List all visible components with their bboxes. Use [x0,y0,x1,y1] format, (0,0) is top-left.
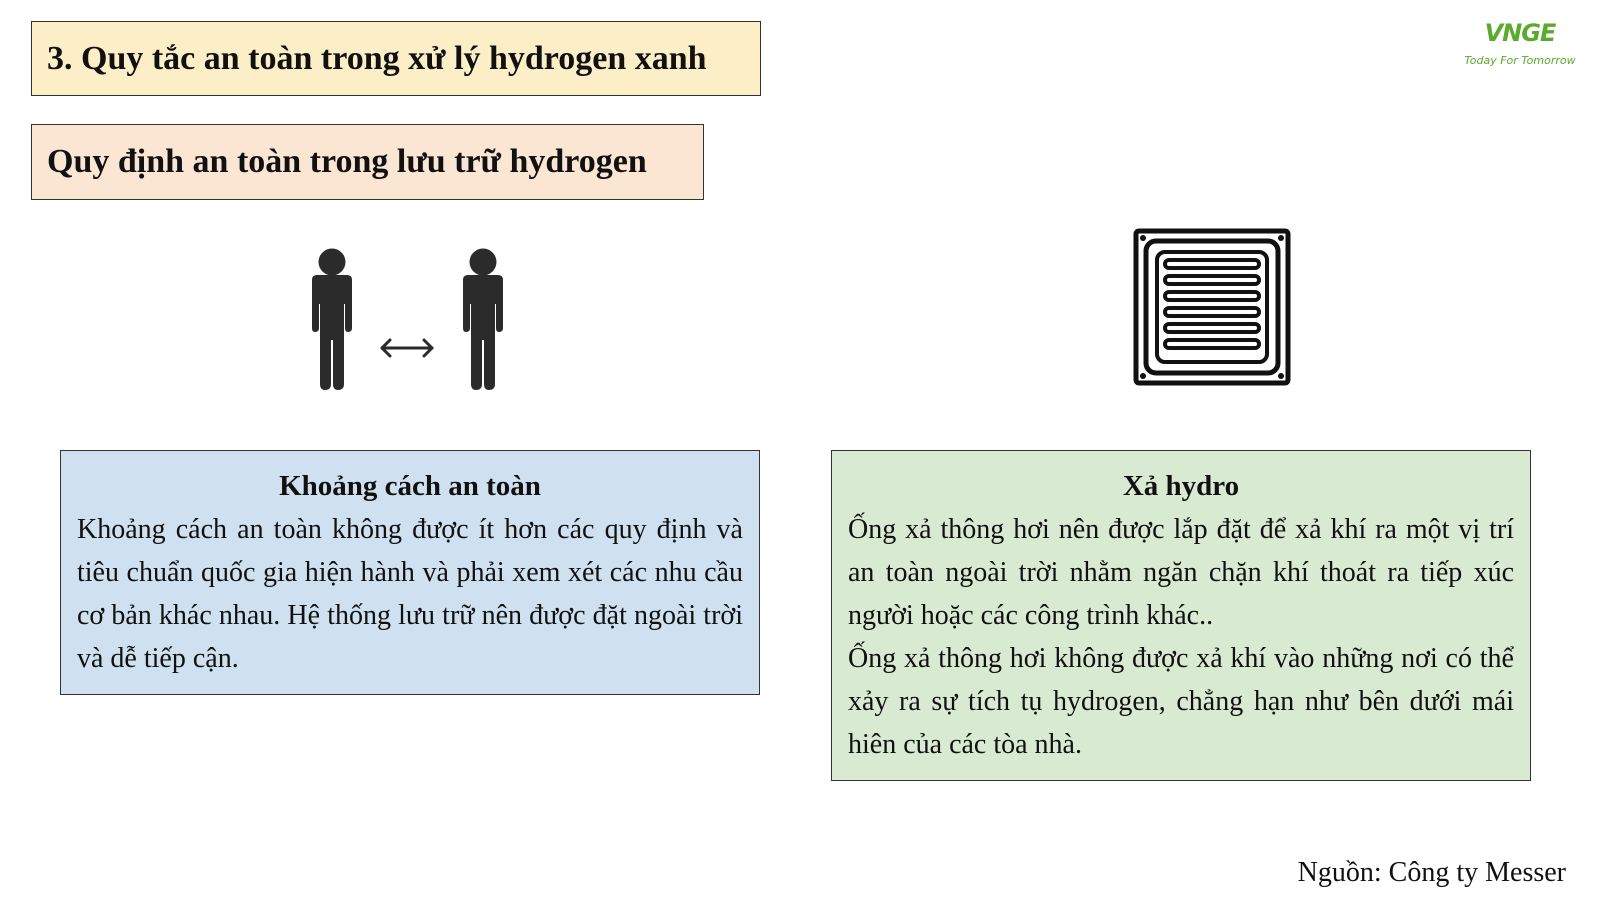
slide-title [31,21,761,96]
slide-title-text: 3. Quy tắc an toàn trong xử lý hydrogen xanh [47,39,707,77]
hydrogen-venting-title: Xả hydro [1122,470,1240,502]
safe-distance-title: Khoảng cách an toàn [279,470,541,502]
section-subtitle-text: Quy định an toàn trong lưu trữ hydrogen [47,143,647,180]
section-subtitle [31,124,704,200]
logo-tagline: Today For Tomorrow [1464,54,1576,67]
safe-distance-text: Khoảng cách an toàn không được ít hơn các quy định và tiêu chuẩn quốc gia hiện hành và phải xem xét các nhu cầu cơ bản khác nhau. Hệ thống lưu trữ nên được đặt ngoài trời và dễ tiếp cận. [77,514,743,674]
hydrogen-venting-text-2: Ống xả thông hơi không được xả khí vào những nơi có thể xảy ra sự tích tụ hydrogen, chẳng hạn như bên dưới mái hiên của các tòa nhà. [848,643,1514,760]
vnge-logo [1455,18,1585,83]
two-people-distance-icon [300,248,515,393]
hydrogen-venting-card [831,450,1531,781]
safe-distance-card [60,450,760,695]
source-citation: Nguồn: Công ty Messer [1297,857,1566,888]
vent-grille-icon [1133,228,1291,386]
logo-mark: VNGE [1484,19,1556,47]
double-arrow-icon [382,340,432,356]
hydrogen-venting-text-1: Ống xả thông hơi nên được lắp đặt để xả khí ra một vị trí an toàn ngoài trời nhằm ngăn chặn khí thoát ra tiếp xúc người hoặc các công trình khác.. [848,514,1514,631]
